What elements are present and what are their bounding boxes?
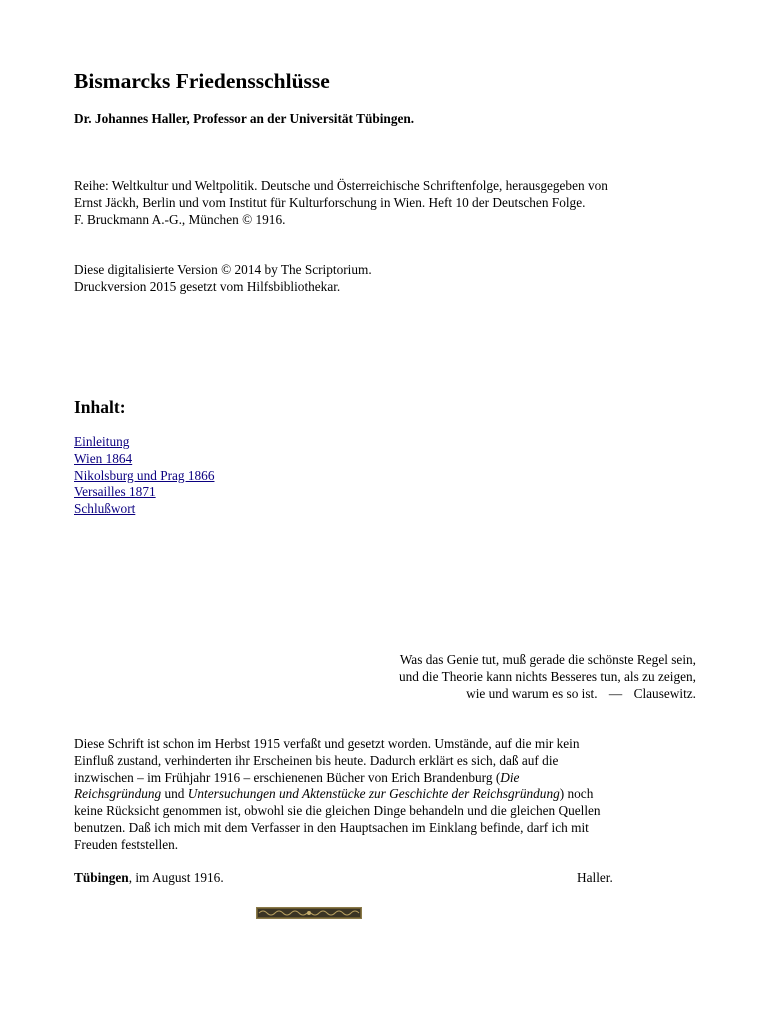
preface-line xyxy=(74,770,696,787)
series-line: Ernst Jäckh, Berlin und vom Institut für Kulturforschung in Wien. Heft 10 der Deutschen Folge. xyxy=(74,194,586,210)
epigraph-line: Was das Genie tut, muß gerade die schönste Regel sein, xyxy=(399,652,696,667)
series-line: Reihe: Weltkultur und Weltpolitik. Deutsche und Österreichische Schriftenfolge, herausgegeben von xyxy=(74,178,608,193)
toc-item xyxy=(74,468,214,485)
toc-item xyxy=(74,451,214,468)
document-title: Bismarcks Friedensschlüsse xyxy=(74,69,330,93)
epigraph-dash: — xyxy=(608,685,623,701)
preface-line: Freuden feststellen. xyxy=(74,836,179,852)
epigraph-attribution: Clausewitz. xyxy=(633,685,696,701)
toc-item xyxy=(74,434,214,451)
signature-place: Tübingen xyxy=(74,870,129,885)
signature-date: , im August 1916. xyxy=(128,870,224,885)
toc-link-schlusswort[interactable]: Schlußwort xyxy=(74,501,136,517)
book-title: Die xyxy=(500,769,520,785)
contents-heading: Inhalt: xyxy=(74,397,126,417)
author-line: Dr. Johannes Haller, Professor an der Universität Tübingen. xyxy=(74,111,415,126)
epigraph-line: und die Theorie kann nichts Besseres tun, als zu zeigen, xyxy=(398,668,696,684)
decorative-ornament xyxy=(256,907,362,919)
preface-line: keine Rücksicht genommen ist, obwohl sie die gleichen Dinge behandeln und die gleichen Quellen xyxy=(74,803,601,819)
series-info xyxy=(74,178,696,228)
book-title: Reichsgründung xyxy=(74,786,162,802)
toc-link-nikolsburg-prag-1866[interactable]: Nikolsburg und Prag 1866 xyxy=(74,467,215,483)
ornament-pattern-icon xyxy=(257,908,361,918)
toc-link-einleitung[interactable]: Einleitung xyxy=(74,434,130,449)
table-of-contents xyxy=(74,434,214,518)
preface-line: benutzen. Daß ich mich mit dem Verfasser in den Hauptsachen im Einklang befinde, darf ich mit xyxy=(74,819,589,835)
toc-item xyxy=(74,501,214,518)
preface-paragraph xyxy=(74,736,696,854)
epigraph-line xyxy=(399,686,696,703)
epigraph xyxy=(399,652,696,702)
preface-line: Einfluß zustand, verhinderten ihr Erscheinen bis heute. Dadurch erklärt es sich, daß auf die xyxy=(74,752,559,768)
series-line: F. Bruckmann A.-G., München © 1916. xyxy=(74,211,286,227)
toc-link-wien-1864[interactable]: Wien 1864 xyxy=(74,450,133,466)
edition-line: Druckversion 2015 gesetzt vom Hilfsbibliothekar. xyxy=(74,278,341,294)
edition-info xyxy=(74,262,696,296)
preface-text: und xyxy=(161,786,188,802)
preface-text: inzwischen – im Frühjahr 1916 – erschienenen Bücher von Erich Brandenburg ( xyxy=(74,769,501,785)
book-title: Untersuchungen und Aktenstücke zur Geschichte der Reichsgründung xyxy=(187,786,560,802)
epigraph-text: wie und warum es so ist. xyxy=(466,685,598,701)
signature-name: Haller. xyxy=(577,870,613,885)
preface-line: Diese Schrift ist schon im Herbst 1915 verfaßt und gesetzt worden. Umstände, auf die mir kein xyxy=(74,736,580,751)
signature-place-date xyxy=(74,870,224,887)
edition-line: Diese digitalisierte Version © 2014 by The Scriptorium. xyxy=(74,262,372,277)
toc-item xyxy=(74,484,214,501)
preface-line xyxy=(74,786,696,803)
toc-link-versailles-1871[interactable]: Versailles 1871 xyxy=(74,484,156,500)
preface-text: ) noch xyxy=(559,786,594,802)
